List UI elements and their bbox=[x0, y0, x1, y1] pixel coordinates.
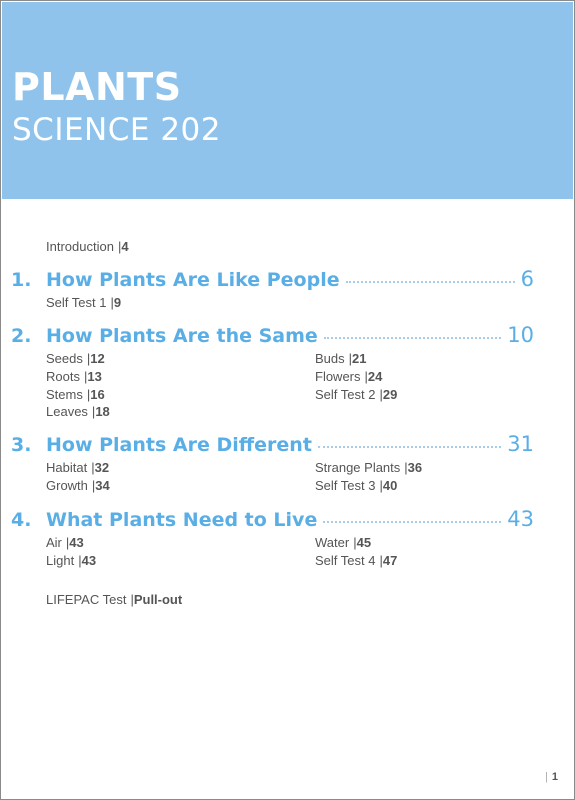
dot-leader bbox=[346, 281, 515, 283]
toc-entry: Strange Plants |36 bbox=[315, 460, 423, 475]
toc-entry-label: Light bbox=[46, 553, 75, 568]
toc-entry: Self Test 3 |40 bbox=[315, 478, 398, 493]
toc-entry: Buds |21 bbox=[315, 351, 367, 366]
toc-entry-label: Stems bbox=[46, 387, 83, 402]
section-title: How Plants Are Like People bbox=[46, 269, 340, 291]
toc-entry-label: Introduction bbox=[46, 239, 114, 254]
toc-entry-page: 43 bbox=[81, 553, 97, 568]
toc-entry-page: 45 bbox=[356, 535, 372, 550]
page-subtitle: SCIENCE 202 bbox=[12, 112, 221, 148]
toc-entry-page: 13 bbox=[87, 369, 102, 384]
section-title: How Plants Are the Same bbox=[46, 325, 318, 347]
dot-leader bbox=[323, 521, 501, 523]
toc-entry-page: 34 bbox=[95, 478, 110, 493]
section-number: 4. bbox=[11, 509, 32, 531]
toc-entry-page: 43 bbox=[69, 535, 84, 550]
dot-leader bbox=[318, 446, 501, 448]
section-page: 10 bbox=[507, 323, 534, 347]
page-title: PLANTS bbox=[12, 65, 182, 109]
toc-entry-page: Pull-out bbox=[133, 592, 183, 607]
toc-entry-page: 4 bbox=[121, 239, 129, 254]
section-number: 2. bbox=[11, 325, 32, 347]
toc-entry-label: LIFEPAC Test bbox=[46, 592, 127, 607]
toc-entry: Water |45 bbox=[315, 535, 372, 550]
toc-entry: Flowers |24 bbox=[315, 369, 383, 384]
page-number-footer: | 1 bbox=[545, 771, 558, 783]
toc-entry-label: Roots bbox=[46, 369, 80, 384]
toc-entry-label: Leaves bbox=[46, 404, 88, 419]
toc-entry: Self Test 4 |47 bbox=[315, 553, 398, 568]
toc-entry-page: 40 bbox=[382, 478, 398, 493]
toc-entry-page: 24 bbox=[367, 369, 383, 384]
section-number: 3. bbox=[11, 434, 32, 456]
toc-entry: Stems |16 bbox=[46, 387, 105, 402]
toc-entry-page: 12 bbox=[90, 351, 105, 366]
toc-entry-page: 47 bbox=[382, 553, 398, 568]
toc-section-1 bbox=[11, 267, 534, 293]
toc-entry-label: Growth bbox=[46, 478, 88, 493]
section-page: 43 bbox=[507, 507, 534, 531]
toc-entry-page: 21 bbox=[352, 351, 367, 366]
toc-entry-page: 36 bbox=[407, 460, 423, 475]
toc-entry-page: 18 bbox=[95, 404, 110, 419]
toc-section-4 bbox=[11, 507, 534, 533]
toc-entry-page: 9 bbox=[113, 295, 122, 310]
toc-entry: Air |43 bbox=[46, 535, 84, 550]
toc-entry-label: Seeds bbox=[46, 351, 83, 366]
toc-entry: Light |43 bbox=[46, 553, 97, 568]
dot-leader bbox=[324, 337, 501, 339]
page-number: 1 bbox=[551, 771, 558, 783]
toc-entry-page: 29 bbox=[382, 387, 398, 402]
toc-entry: Habitat |32 bbox=[46, 460, 110, 475]
toc-entry-label: Self Test 2 bbox=[315, 387, 376, 402]
toc-entry: Seeds |12 bbox=[46, 351, 105, 366]
toc-entry-page: 16 bbox=[90, 387, 105, 402]
toc-entry: Self Test 1 |9 bbox=[46, 295, 122, 310]
toc-entry-label: Strange Plants bbox=[315, 460, 401, 475]
toc-entry-label: Flowers bbox=[315, 369, 361, 384]
section-title: How Plants Are Different bbox=[46, 434, 312, 456]
toc-entry: Leaves |18 bbox=[46, 404, 110, 419]
toc-entry-label: Self Test 1 bbox=[46, 295, 107, 310]
toc-entry-label: Habitat bbox=[46, 460, 88, 475]
toc-entry-label: Water bbox=[315, 535, 350, 550]
toc-entry: Roots |13 bbox=[46, 369, 102, 384]
toc-entry: Growth |34 bbox=[46, 478, 110, 493]
toc-entry-label: Air bbox=[46, 535, 62, 550]
section-page: 31 bbox=[507, 432, 534, 456]
toc-section-2 bbox=[11, 323, 534, 349]
section-page: 6 bbox=[520, 267, 534, 291]
toc-entry-label: Self Test 4 bbox=[315, 553, 376, 568]
toc-entry-page: 32 bbox=[94, 460, 110, 475]
section-title: What Plants Need to Live bbox=[46, 509, 318, 531]
toc-entry: Self Test 2 |29 bbox=[315, 387, 398, 402]
toc-entry-label: Self Test 3 bbox=[315, 478, 376, 493]
toc-entry-label: Buds bbox=[315, 351, 345, 366]
toc-section-3 bbox=[11, 432, 534, 458]
section-number: 1. bbox=[11, 269, 32, 291]
header-banner bbox=[2, 2, 573, 199]
toc-entry-lifepac-test: LIFEPAC Test |Pull-out bbox=[46, 592, 183, 607]
toc-entry-introduction: Introduction |4 bbox=[46, 239, 129, 254]
